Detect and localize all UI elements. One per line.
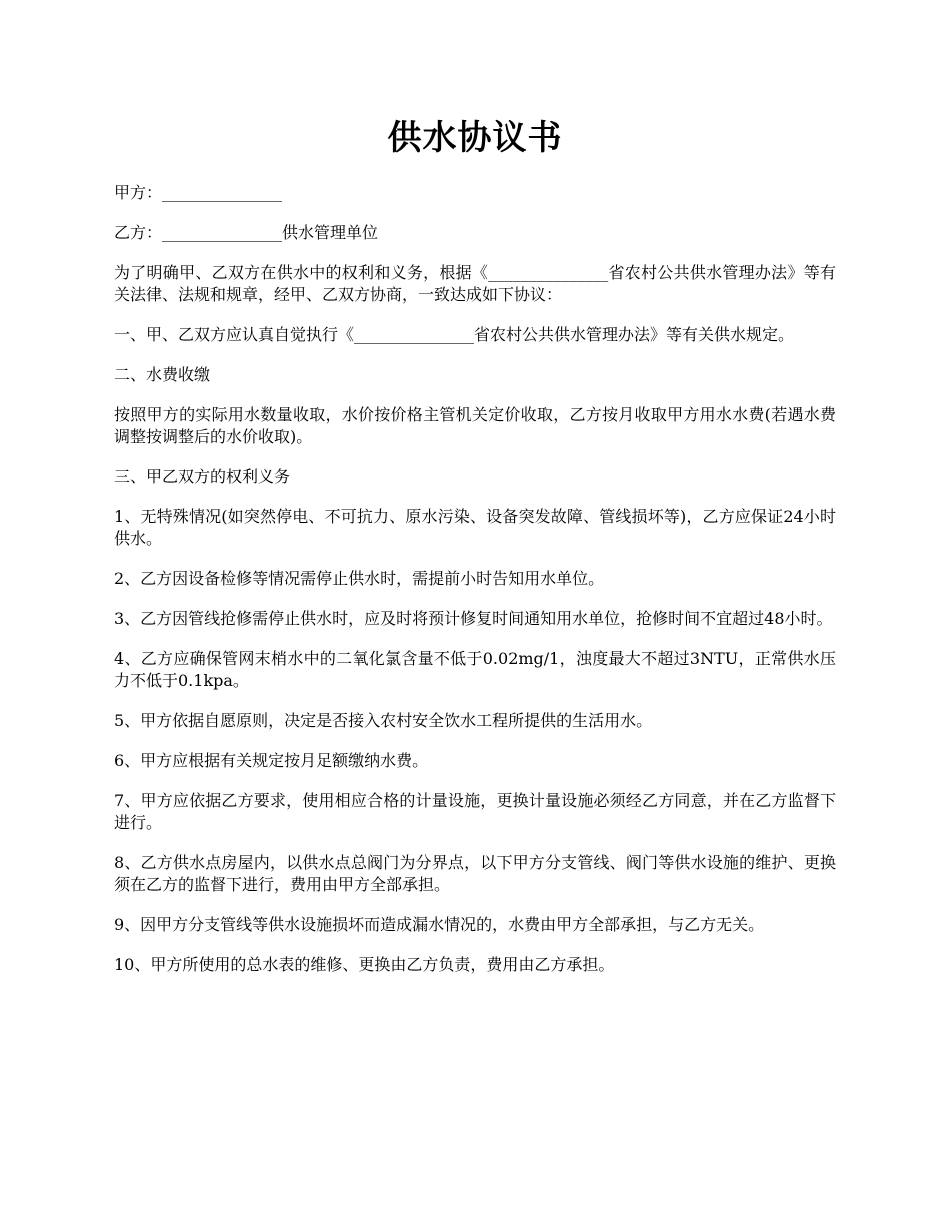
- document-title: 供水协议书: [387, 118, 563, 158]
- party-a-line: 甲方：_______________: [114, 183, 283, 202]
- item-2: 2、乙方因设备检修等情况需停止供水时，需提前小时告知用水单位。: [114, 569, 605, 588]
- party-b-line: 乙方：_______________供水管理单位: [114, 223, 379, 242]
- item-3: 3、乙方因管线抢修需停止供水时，应及时将预计修复时间通知用水单位，抢修时间不宜超过48小时。: [114, 609, 833, 628]
- item-5: 5、甲方依据自愿原则，决定是否接入农村安全饮水工程所提供的生活用水。: [114, 711, 653, 730]
- preamble-paragraph: 为了明确甲、乙双方在供水中的权利和义务，根据《_______________省农村公共供水管理办法》等有关法律、法规和规章，经甲、乙双方协商，一致达成如下协议：: [114, 263, 836, 304]
- item-7: 7、甲方应依据乙方要求，使用相应合格的计量设施，更换计量设施必须经乙方同意，并在乙方监督下进行。: [114, 791, 836, 832]
- item-9: 9、因甲方分支管线等供水设施损坏而造成漏水情况的，水费由甲方全部承担，与乙方无关。: [114, 915, 765, 934]
- item-10: 10、甲方所使用的总水表的维修、更换由乙方负责，费用由乙方承担。: [114, 955, 615, 974]
- item-6: 6、甲方应根据有关规定按月足额缴纳水费。: [114, 751, 429, 770]
- clause-one: 一、甲、乙双方应认真自觉执行《_______________省农村公共供水管理办法》等有关供水规定。: [114, 325, 795, 344]
- section-heading-water-fee: 二、水费收缴: [114, 365, 211, 384]
- section-heading-rights-obligations: 三、甲乙双方的权利义务: [114, 467, 291, 486]
- water-fee-paragraph: 按照甲方的实际用水数量收取，水价按价格主管机关定价收取，乙方按月收取甲方用水水费(若遇水费调整按调整后的水价收取)。: [114, 405, 836, 446]
- item-1: 1、无特殊情况(如突然停电、不可抗力、原水污染、设备突发故障、管线损坏等)，乙方应保证24小时供水。: [114, 507, 836, 548]
- item-4: 4、乙方应确保管网末梢水中的二氧化氯含量不低于0.02mg/1，浊度最大不超过3NTU，正常供水压力不低于0.1kpa。: [114, 649, 836, 690]
- item-8: 8、乙方供水点房屋内，以供水点总阀门为分界点，以下甲方分支管线、阀门等供水设施的维护、更换须在乙方的监督下进行，费用由甲方全部承担。: [114, 853, 836, 894]
